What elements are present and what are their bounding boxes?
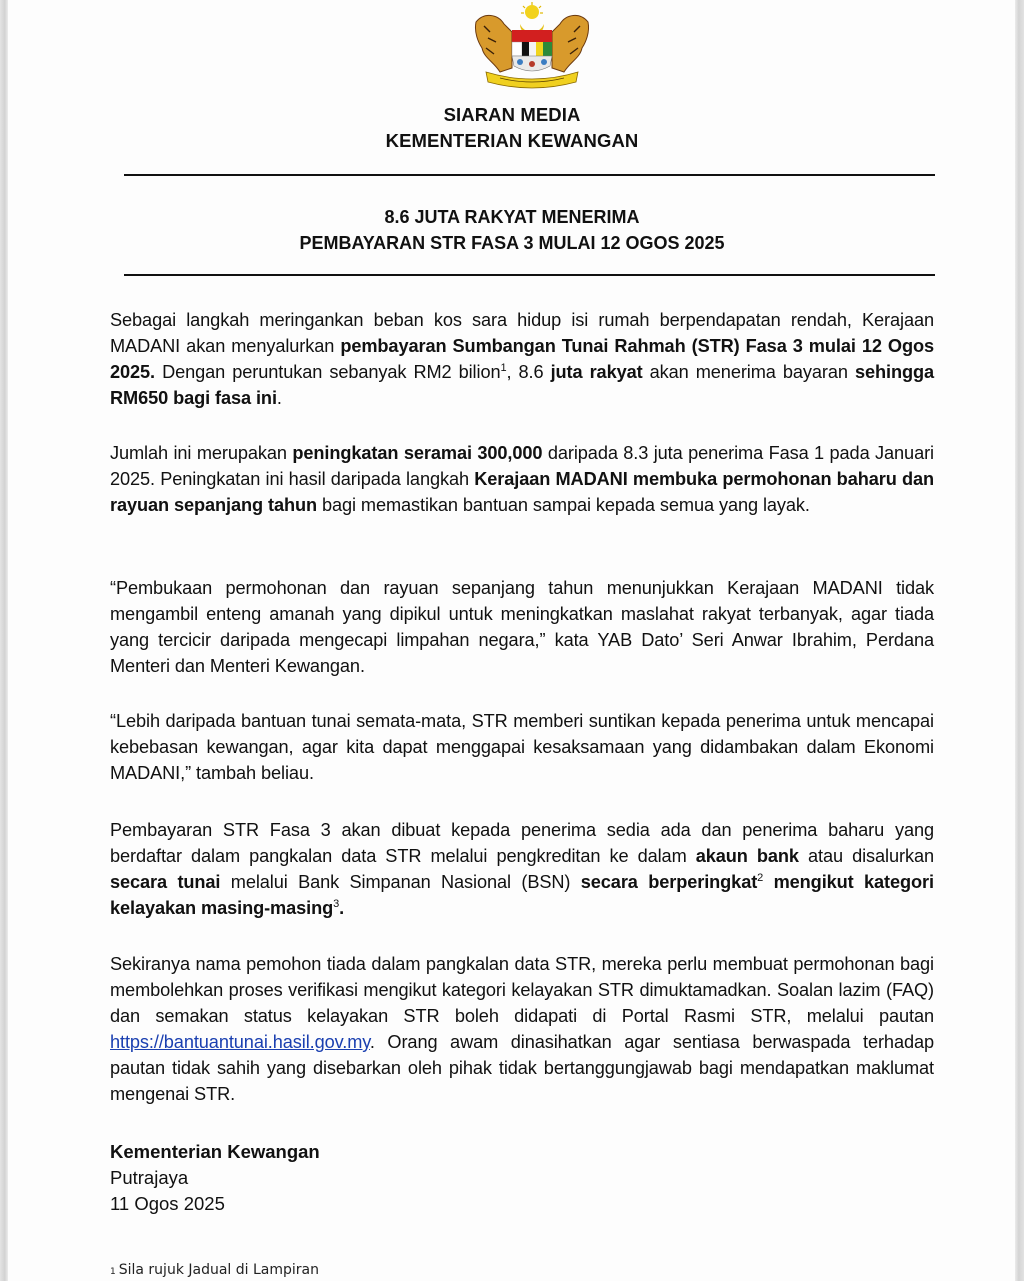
text-span: Dengan peruntukan sebanyak RM2 bilion bbox=[155, 362, 501, 382]
bold-span: sehingga RM650 bagi fasa ini bbox=[110, 362, 934, 408]
text-span: bagi memastikan bantuan sampai kepada semua yang layak. bbox=[317, 495, 810, 515]
divider-bottom bbox=[124, 274, 935, 276]
footnote-1 bbox=[110, 1261, 319, 1281]
text-span: Sebagai langkah meringankan beban kos sara hidup isi rumah berpendapatan rendah, Kerajaan MADANI akan menyalurkan bbox=[110, 310, 934, 356]
paragraph-5 bbox=[110, 817, 934, 921]
coat-of-arms-icon bbox=[470, 2, 594, 92]
paragraph-1 bbox=[110, 307, 934, 411]
divider-top bbox=[124, 174, 935, 176]
title-line-2: PEMBAYARAN STR FASA 3 MULAI 12 OGOS 2025 bbox=[299, 233, 725, 253]
paragraph-6 bbox=[110, 951, 934, 1107]
text-span: melalui Bank Simpanan Nasional (BSN) bbox=[220, 872, 581, 892]
paragraph-4-quote: “Lebih daripada bantuan tunai semata-mata, STR memberi suntikan kepada penerima untuk mencapai kebebasan kewangan, agar kita dapat menggapai kesaksamaan yang didambakan dalam Ekonomi MADANI,” tambah beliau. bbox=[110, 711, 934, 783]
paragraph-3-quote: “Pembukaan permohonan dan rayuan sepanjang tahun menunjukkan Kerajaan MADANI tidak mengambil enteng amanah yang dipikul untuk meningkatkan maslahat rakyat terbanyak, agar tiada yang tercicir daripada mengecapi limpahan negara,” kata YAB Dato’ Seri Anwar Ibrahim, Perdana Menteri dan Menteri Kewangan. bbox=[110, 578, 934, 676]
text-span: daripada 8.3 juta penerima Fasa 1 pada Januari 2025. Peningkatan ini hasil daripada langkah bbox=[110, 443, 934, 489]
text-span: , 8.6 bbox=[506, 362, 551, 382]
header-line-1: SIARAN MEDIA bbox=[443, 104, 581, 125]
text-span: . Orang awam dinasihatkan agar sentiasa berwaspada terhadap pautan tidak sahih yang disebarkan oleh pihak tidak bertanggungjawab bagi mendapatkan maklumat mengenai STR. bbox=[110, 1032, 934, 1104]
bold-span: juta rakyat bbox=[550, 362, 643, 382]
bold-span: Kerajaan MADANI membuka permohonan baharu dan rayuan sepanjang tahun bbox=[110, 469, 934, 515]
text-span: atau disalurkan bbox=[798, 846, 934, 866]
bold-span: mengikut kategori kelayakan masing-masing bbox=[110, 872, 934, 918]
signature-place: Putrajaya bbox=[110, 1167, 189, 1188]
bold-span: akaun bank bbox=[695, 846, 799, 866]
bold-span: pembayaran Sumbangan Tunai Rahmah (STR) Fasa 3 mulai 12 Ogos 2025. bbox=[110, 336, 934, 382]
text-span: akan menerima bayaran bbox=[642, 362, 855, 382]
signature-date: 11 Ogos 2025 bbox=[110, 1193, 225, 1214]
title-line-1: 8.6 JUTA RAKYAT MENERIMA bbox=[384, 207, 640, 227]
text-span: Sekiranya nama pemohon tiada dalam pangkalan data STR, mereka perlu membuat permohonan bagi membolehkan proses verifikasi mengikut kategori kelayakan STR dimuktamadkan. Soalan lazim (FAQ) dan semakan status kelayakan STR boleh didapati di Portal Rasmi STR, melalui pautan bbox=[110, 954, 934, 1026]
signature-org: Kementerian Kewangan bbox=[110, 1141, 320, 1162]
text-span: Pembayaran STR Fasa 3 akan dibuat kepada penerima sedia ada dan penerima baharu yang berdaftar dalam pangkalan data STR melalui pengkreditan ke dalam bbox=[110, 820, 934, 866]
bold-span: secara berperingkat bbox=[580, 872, 758, 892]
text-span: . bbox=[276, 388, 282, 408]
footnote-ref-2: 2 bbox=[757, 872, 764, 884]
bold-span: . bbox=[339, 898, 345, 918]
paragraph-2 bbox=[110, 440, 934, 518]
bold-span: secara tunai bbox=[110, 872, 221, 892]
header-line-2: KEMENTERIAN KEWANGAN bbox=[385, 130, 639, 151]
footnote-ref-3: 3 bbox=[333, 898, 340, 910]
page-edge-left bbox=[0, 0, 8, 1281]
footnote-ref-1: 1 bbox=[500, 362, 507, 374]
text-span: Jumlah ini merupakan bbox=[110, 443, 293, 463]
footnote-text: Sila rujuk Jadual di Lampiran bbox=[118, 1262, 319, 1278]
footnote-number: 1 bbox=[110, 1267, 116, 1277]
page-edge-right bbox=[1015, 0, 1024, 1281]
portal-str-link[interactable]: https://bantuantunai.hasil.gov.my bbox=[110, 1032, 370, 1052]
bold-span: peningkatan seramai 300,000 bbox=[292, 443, 543, 463]
